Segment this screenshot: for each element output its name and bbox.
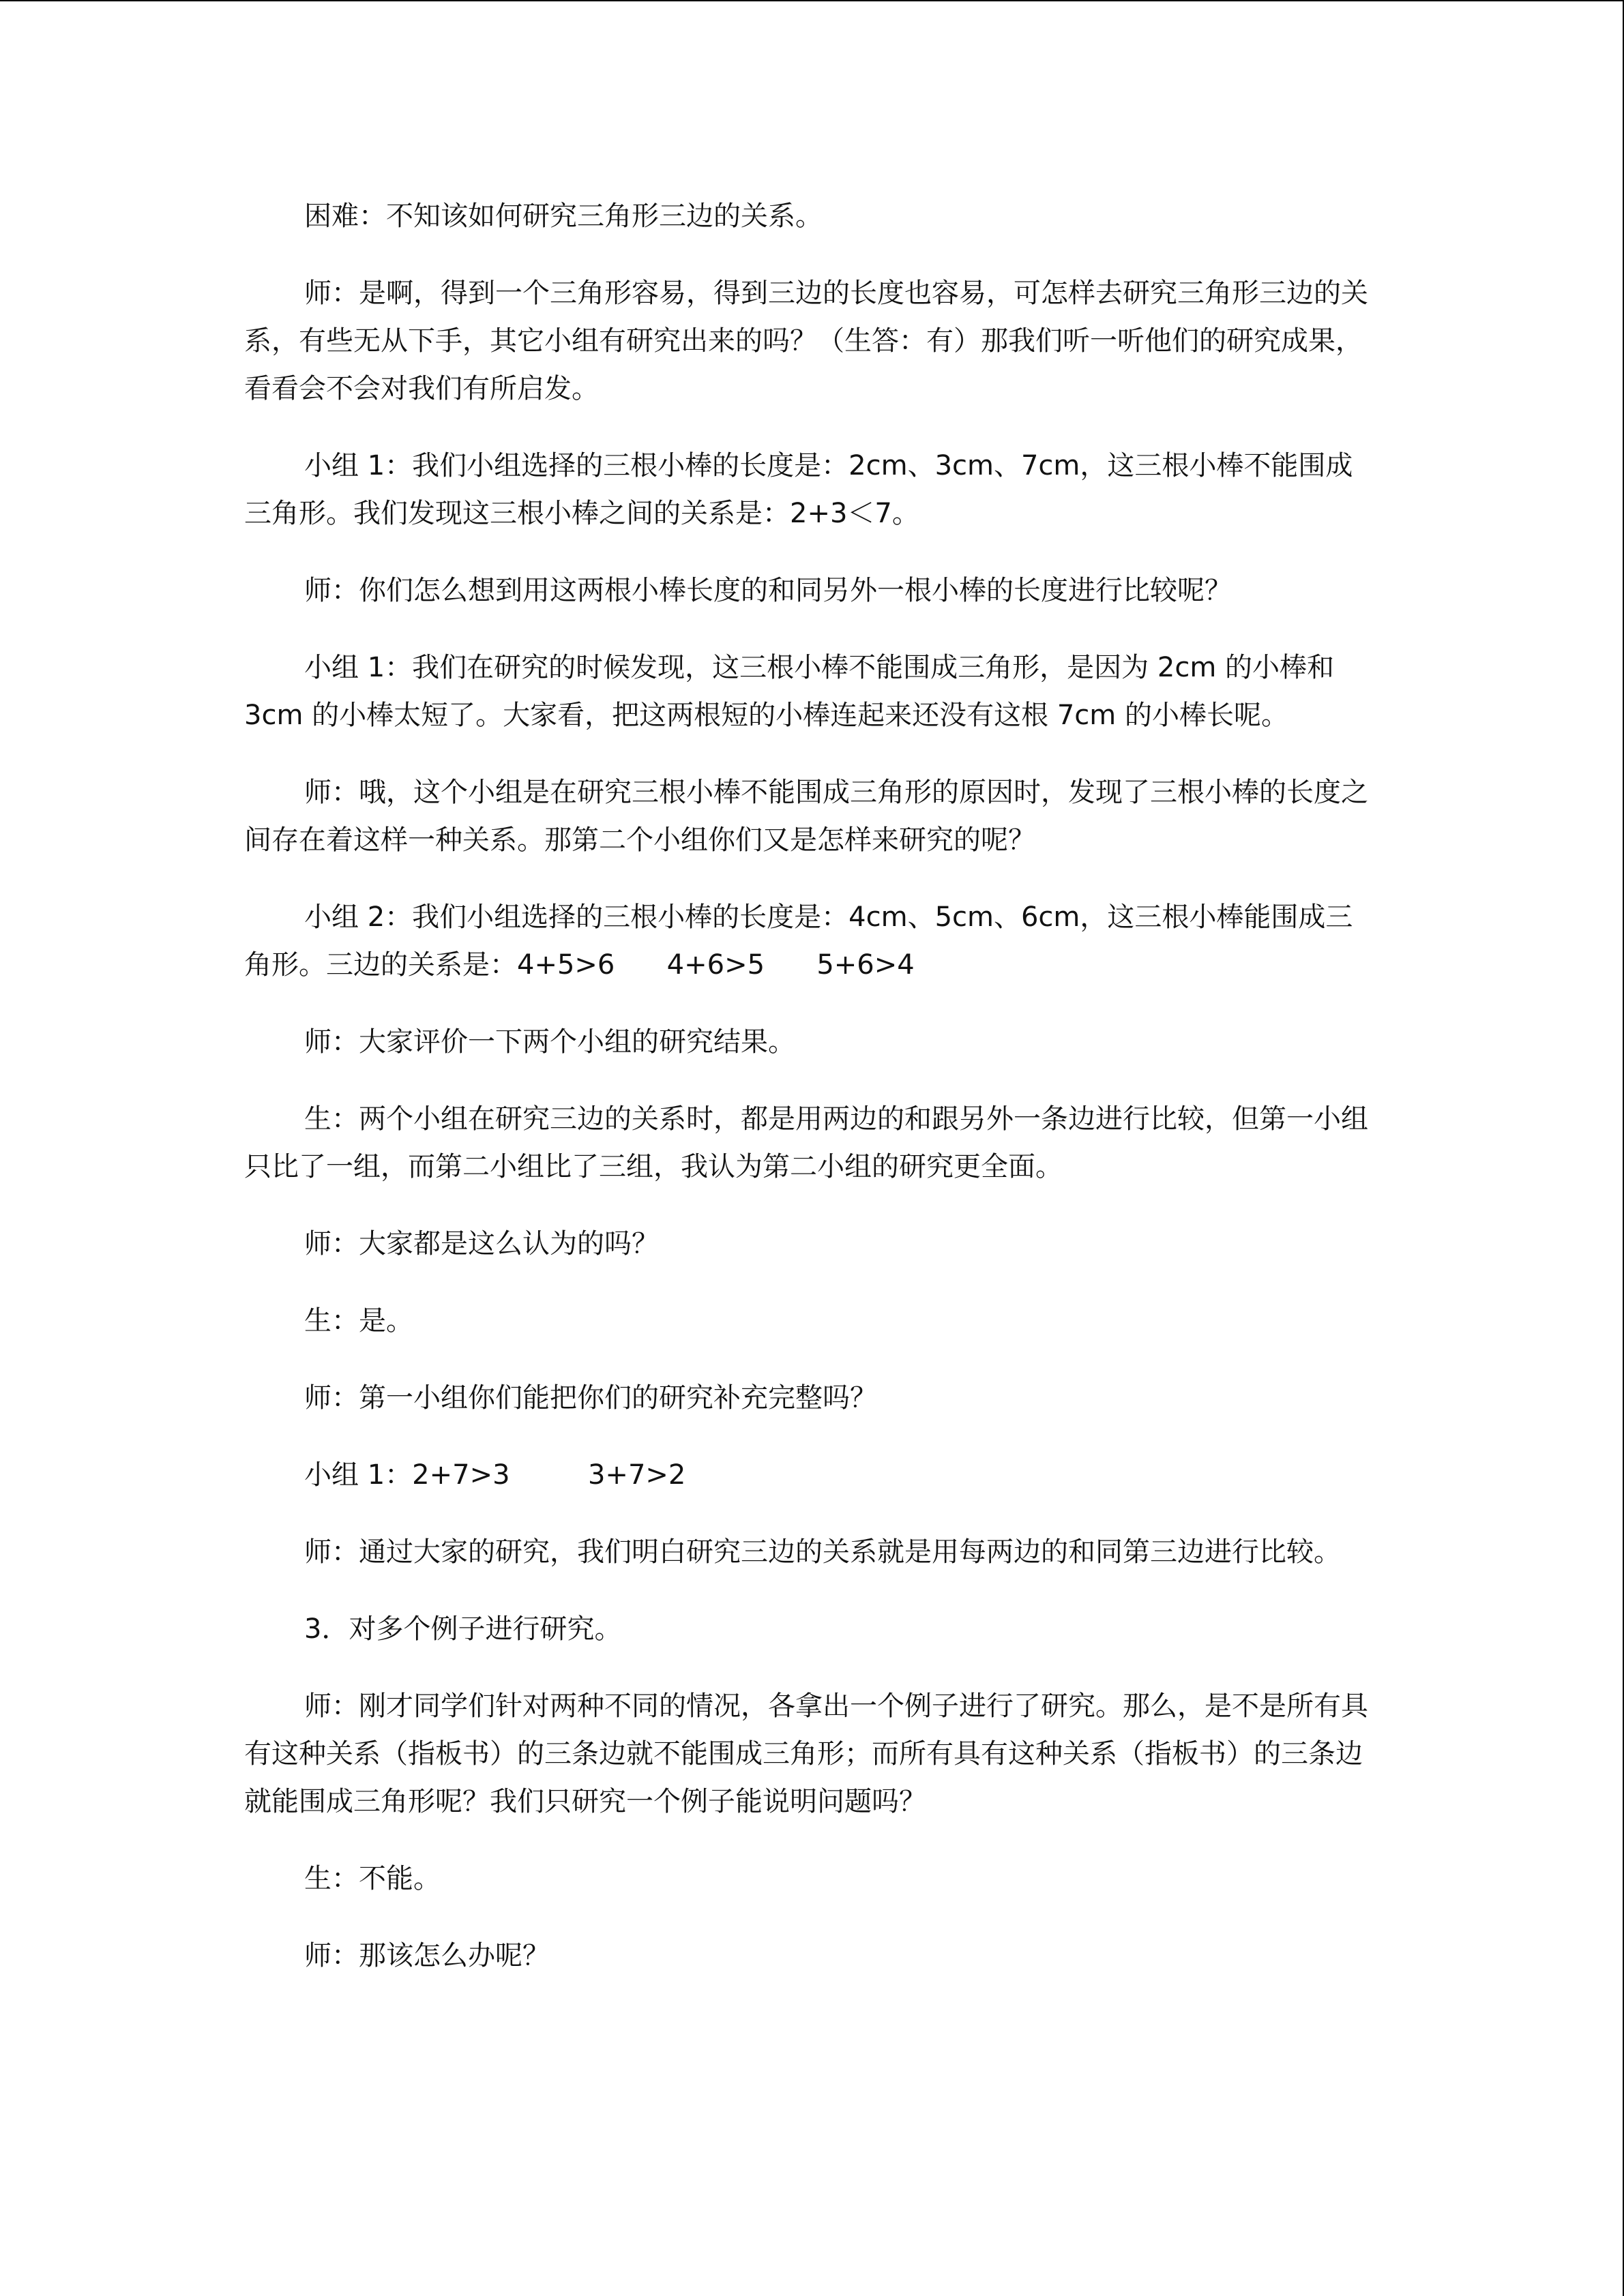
paragraph: 小组 2：我们小组选择的三根小棒的长度是：4cm、5cm、6cm，这三根小棒能围成三角形。三边的关系是：4+5>6 4+6>5 5+6>4 bbox=[244, 901, 1353, 981]
paragraph: 师：哦，这个小组是在研究三根小棒不能围成三角形的原因时，发现了三根小棒的长度之间存在着这样一种关系。那第二个小组你们又是怎样来研究的呢？ bbox=[244, 777, 1368, 856]
paragraph: 困难：不知该如何研究三角形三边的关系。 bbox=[304, 200, 823, 232]
paragraph: 师：那该怎么办呢？ bbox=[304, 1940, 550, 1971]
paragraph: 师：通过大家的研究，我们明白研究三边的关系就是用每两边的和同第三边进行比较。 bbox=[304, 1536, 1341, 1568]
paragraph: 师：是啊，得到一个三角形容易，得到三边的长度也容易，可怎样去研究三角形三边的关系，有些无从下手，其它小组有研究出来的吗？（生答：有）那我们听一听他们的研究成果，看看会不会对我们有所启发。 bbox=[244, 278, 1368, 404]
paragraph: 3．对多个例子进行研究。 bbox=[304, 1613, 622, 1645]
paragraph: 师：大家评价一下两个小组的研究结果。 bbox=[304, 1026, 795, 1058]
paragraph: 生：不能。 bbox=[304, 1863, 441, 1894]
paragraph: 师：刚才同学们针对两种不同的情况，各拿出一个例子进行了研究。那么，是不是所有具有这种关系（指板书）的三条边就不能围成三角形；而所有具有这种关系（指板书）的三条边就能围成三角形呢？我们只研究一个例子能说明问题吗？ bbox=[244, 1690, 1368, 1817]
paragraph: 生：是。 bbox=[304, 1305, 413, 1337]
paragraph: 小组 1：我们小组选择的三根小棒的长度是：2cm、3cm、7cm，这三根小棒不能围成三角形。我们发现这三根小棒之间的关系是：2+3＜7。 bbox=[244, 450, 1353, 529]
paragraph: 师：大家都是这么认为的吗？ bbox=[304, 1228, 659, 1259]
paragraph: 小组 1：我们在研究的时候发现，这三根小棒不能围成三角形，是因为 2cm 的小棒和 3cm 的小棒太短了。大家看，把这两根短的小棒连起来还没有这根 7cm 的小棒长呢。 bbox=[244, 652, 1343, 731]
paragraph: 师：第一小组你们能把你们的研究补充完整吗？ bbox=[304, 1382, 877, 1414]
paragraph: 生：两个小组在研究三边的关系时，都是用两边的和跟另外一条边进行比较，但第一小组只比了一组，而第二小组比了三组，我认为第二小组的研究更全面。 bbox=[244, 1103, 1368, 1182]
paragraph: 师：你们怎么想到用这两根小棒长度的和同另外一根小棒的长度进行比较呢？ bbox=[304, 575, 1232, 606]
paragraph: 小组 1：2+7>3 3+7>2 bbox=[304, 1459, 686, 1491]
document-body bbox=[244, 192, 1380, 2009]
